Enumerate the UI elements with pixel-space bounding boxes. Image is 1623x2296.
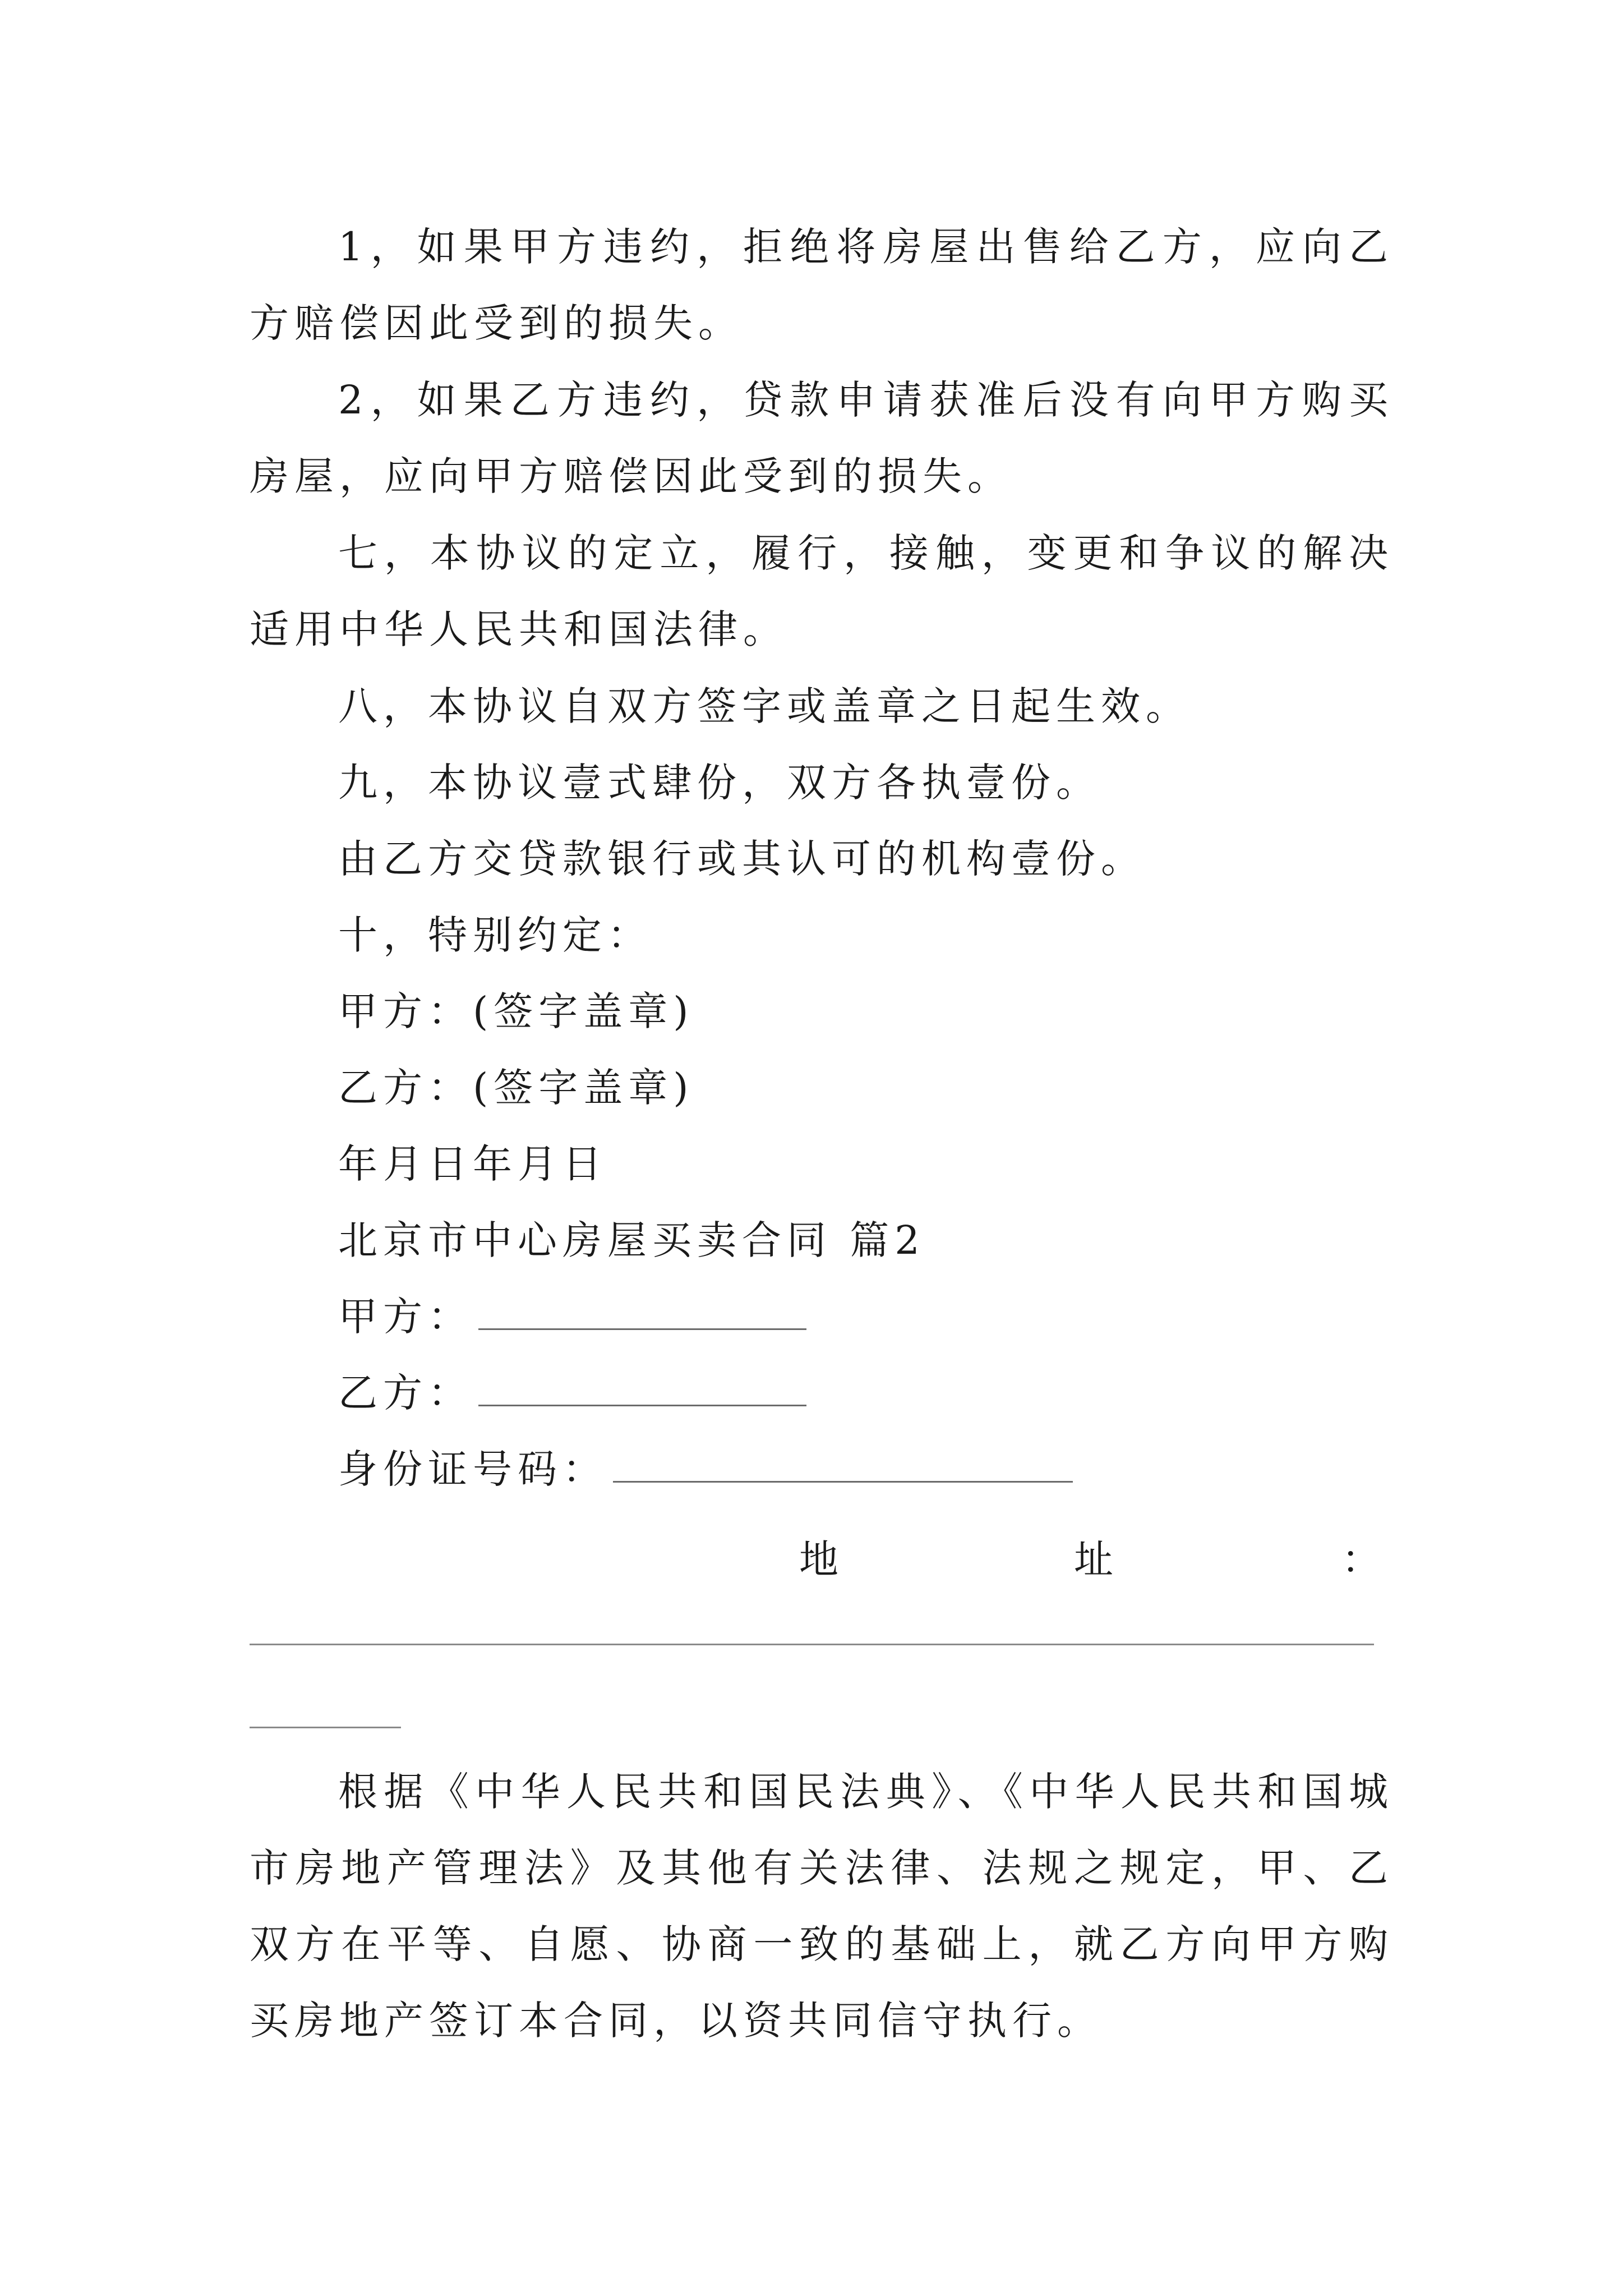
clause-1: 1，如果甲方违约，拒绝将房屋出售给乙方，应向乙方赔偿因此受到的损失。	[250, 224, 1394, 346]
clause-9: 九，本协议壹式肆份，双方各执壹份。	[338, 760, 1101, 806]
clause-8: 八，本协议自双方签字或盖章之日起生效。	[338, 683, 1191, 729]
party-a-blank[interactable]	[478, 1300, 806, 1330]
section-title: 北京市中心房屋买卖合同 篇2	[338, 1217, 925, 1263]
address-colon: ：	[1341, 1536, 1381, 1582]
party-b-blank[interactable]	[478, 1377, 806, 1406]
party-a-field	[338, 1278, 1393, 1355]
party-a-label: 甲方：	[338, 1294, 473, 1340]
address-blank-line-2[interactable]	[250, 1727, 401, 1728]
address-blank-line-1[interactable]	[250, 1644, 1374, 1645]
address-char-2: 址	[1074, 1536, 1113, 1582]
closing-paragraph: 根据《中华人民共和国民法典》、《中华人民共和国城市房地产管理法》及其他有关法律、法规之规定，甲、乙双方在平等、自愿、协商一致的基础上，就乙方向甲方购买房地产签订本合同，以资共同信守执行。	[250, 1769, 1394, 2044]
party-b-label: 乙方：	[338, 1370, 473, 1416]
signature-date: 年月日年月日	[338, 1141, 607, 1187]
clause-2: 2，如果乙方违约，贷款申请获准后没有向甲方购买房屋，应向甲方赔偿因此受到的损失。	[250, 377, 1394, 499]
address-char-1: 地	[799, 1536, 838, 1582]
clause-7: 七，本协议的定立，履行，接触，变更和争议的解决适用中华人民共和国法律。	[250, 530, 1394, 652]
clause-10: 十，特别约定：	[338, 912, 652, 958]
id-number-label: 身份证号码：	[338, 1446, 607, 1492]
party-b-field	[338, 1355, 1393, 1431]
party-b-signature: 乙方：(签字盖章)	[338, 1065, 694, 1111]
clause-9-note: 由乙方交贷款银行或其认可的机构壹份。	[338, 836, 1146, 882]
id-number-field	[338, 1431, 1393, 1507]
id-number-blank[interactable]	[613, 1453, 1073, 1483]
party-a-signature: 甲方：(签字盖章)	[338, 988, 694, 1034]
